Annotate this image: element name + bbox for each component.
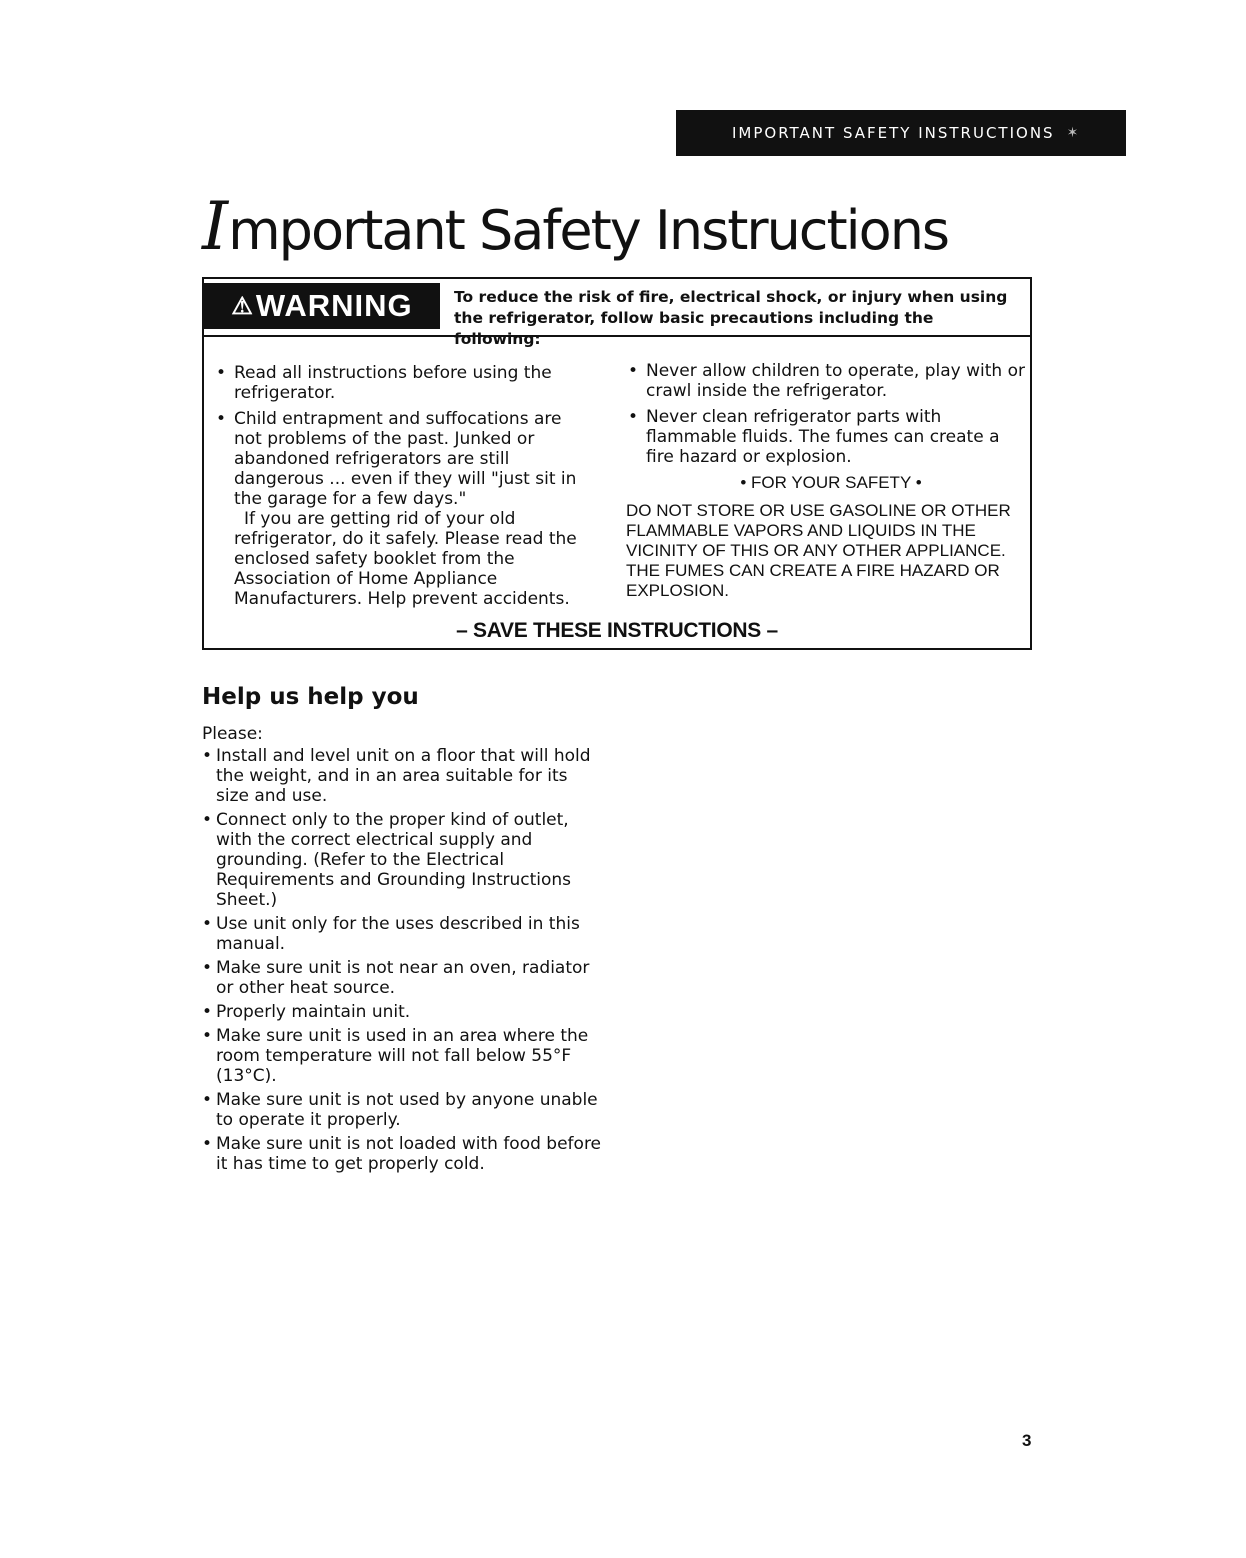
warning-item bbox=[214, 409, 594, 609]
warning-subpara-first-line: If you are getting rid of your old bbox=[244, 509, 516, 529]
save-instructions: – SAVE THESE INSTRUCTIONS – bbox=[456, 619, 778, 642]
warning-lead-text: To reduce the risk of fire, electrical shock, or injury when using the refrigerator, follow basic precautions including the following: bbox=[454, 288, 1008, 348]
help-list-item: • Install and level unit on a floor that will hold the weight, and in an area suitable for its size and use. bbox=[202, 746, 602, 806]
warning-header bbox=[204, 279, 1030, 348]
help-list-item: • Make sure unit is not loaded with food before it has time to get properly cold. bbox=[202, 1134, 602, 1174]
warning-item: • Never clean refrigerator parts with flammable fluids. The fumes can create a fire hazard or explosion. bbox=[626, 407, 1026, 467]
page-number: 3 bbox=[1022, 1431, 1032, 1450]
page-title-rest: mportant Safety Instructions bbox=[228, 199, 949, 262]
warning-triangle-icon: ⚠ bbox=[231, 292, 254, 320]
warning-item: • Read all instructions before using the refrigerator. bbox=[214, 363, 594, 403]
warning-subpara-rest: refrigerator, do it safely. Please read the enclosed safety booklet from the Association of Home Appliance Manufacturers. Help prevent accidents. bbox=[234, 529, 577, 609]
warning-box bbox=[202, 277, 1032, 650]
ornament-icon: ✶ bbox=[1066, 125, 1079, 141]
help-list-item: • Make sure unit is not near an oven, radiator or other heat source. bbox=[202, 958, 602, 998]
warning-right-column bbox=[626, 361, 1026, 601]
page-title-initial: I bbox=[202, 188, 229, 265]
warning-left-column bbox=[214, 363, 594, 615]
warning-item: • Never allow children to operate, play with or crawl inside the refrigerator. bbox=[626, 361, 1026, 401]
warning-item-text: • Child entrapment and suffocations are not problems of the past. Junked or abandoned refrigerators are still dangerous ... even if they will "just sit in the garage for a few days." bbox=[234, 409, 577, 509]
running-header bbox=[676, 110, 1126, 156]
warning-label bbox=[204, 283, 440, 329]
help-list-item: • Use unit only for the uses described in this manual. bbox=[202, 914, 602, 954]
help-list-item: • Connect only to the proper kind of outlet, with the correct electrical supply and grounding. (Refer to the Electrical Requirements and Grounding Instructions Sheet.) bbox=[202, 810, 602, 910]
running-header-title: IMPORTANT SAFETY INSTRUCTIONS bbox=[732, 124, 1055, 142]
help-list-item: • Make sure unit is used in an area where the room temperature will not fall below 55°F (13°C). bbox=[202, 1026, 602, 1086]
gasoline-warning: DO NOT STORE OR USE GASOLINE OR OTHER FLAMMABLE VAPORS AND LIQUIDS IN THE VICINITY OF THIS OR ANY OTHER APPLIANCE. THE FUMES CAN CREATE A FIRE HAZARD OR EXPLOSION. bbox=[626, 501, 1011, 600]
help-list bbox=[202, 746, 602, 1178]
page-title bbox=[202, 188, 948, 265]
for-your-safety-heading: • FOR YOUR SAFETY • bbox=[740, 473, 922, 492]
help-list-item: • Make sure unit is not used by anyone unable to operate it properly. bbox=[202, 1090, 602, 1130]
help-section-title: Help us help you bbox=[202, 684, 419, 710]
help-list-item: • Properly maintain unit. bbox=[202, 1002, 602, 1022]
warning-label-text: WARNING bbox=[255, 288, 413, 323]
help-please: Please: bbox=[202, 724, 263, 744]
